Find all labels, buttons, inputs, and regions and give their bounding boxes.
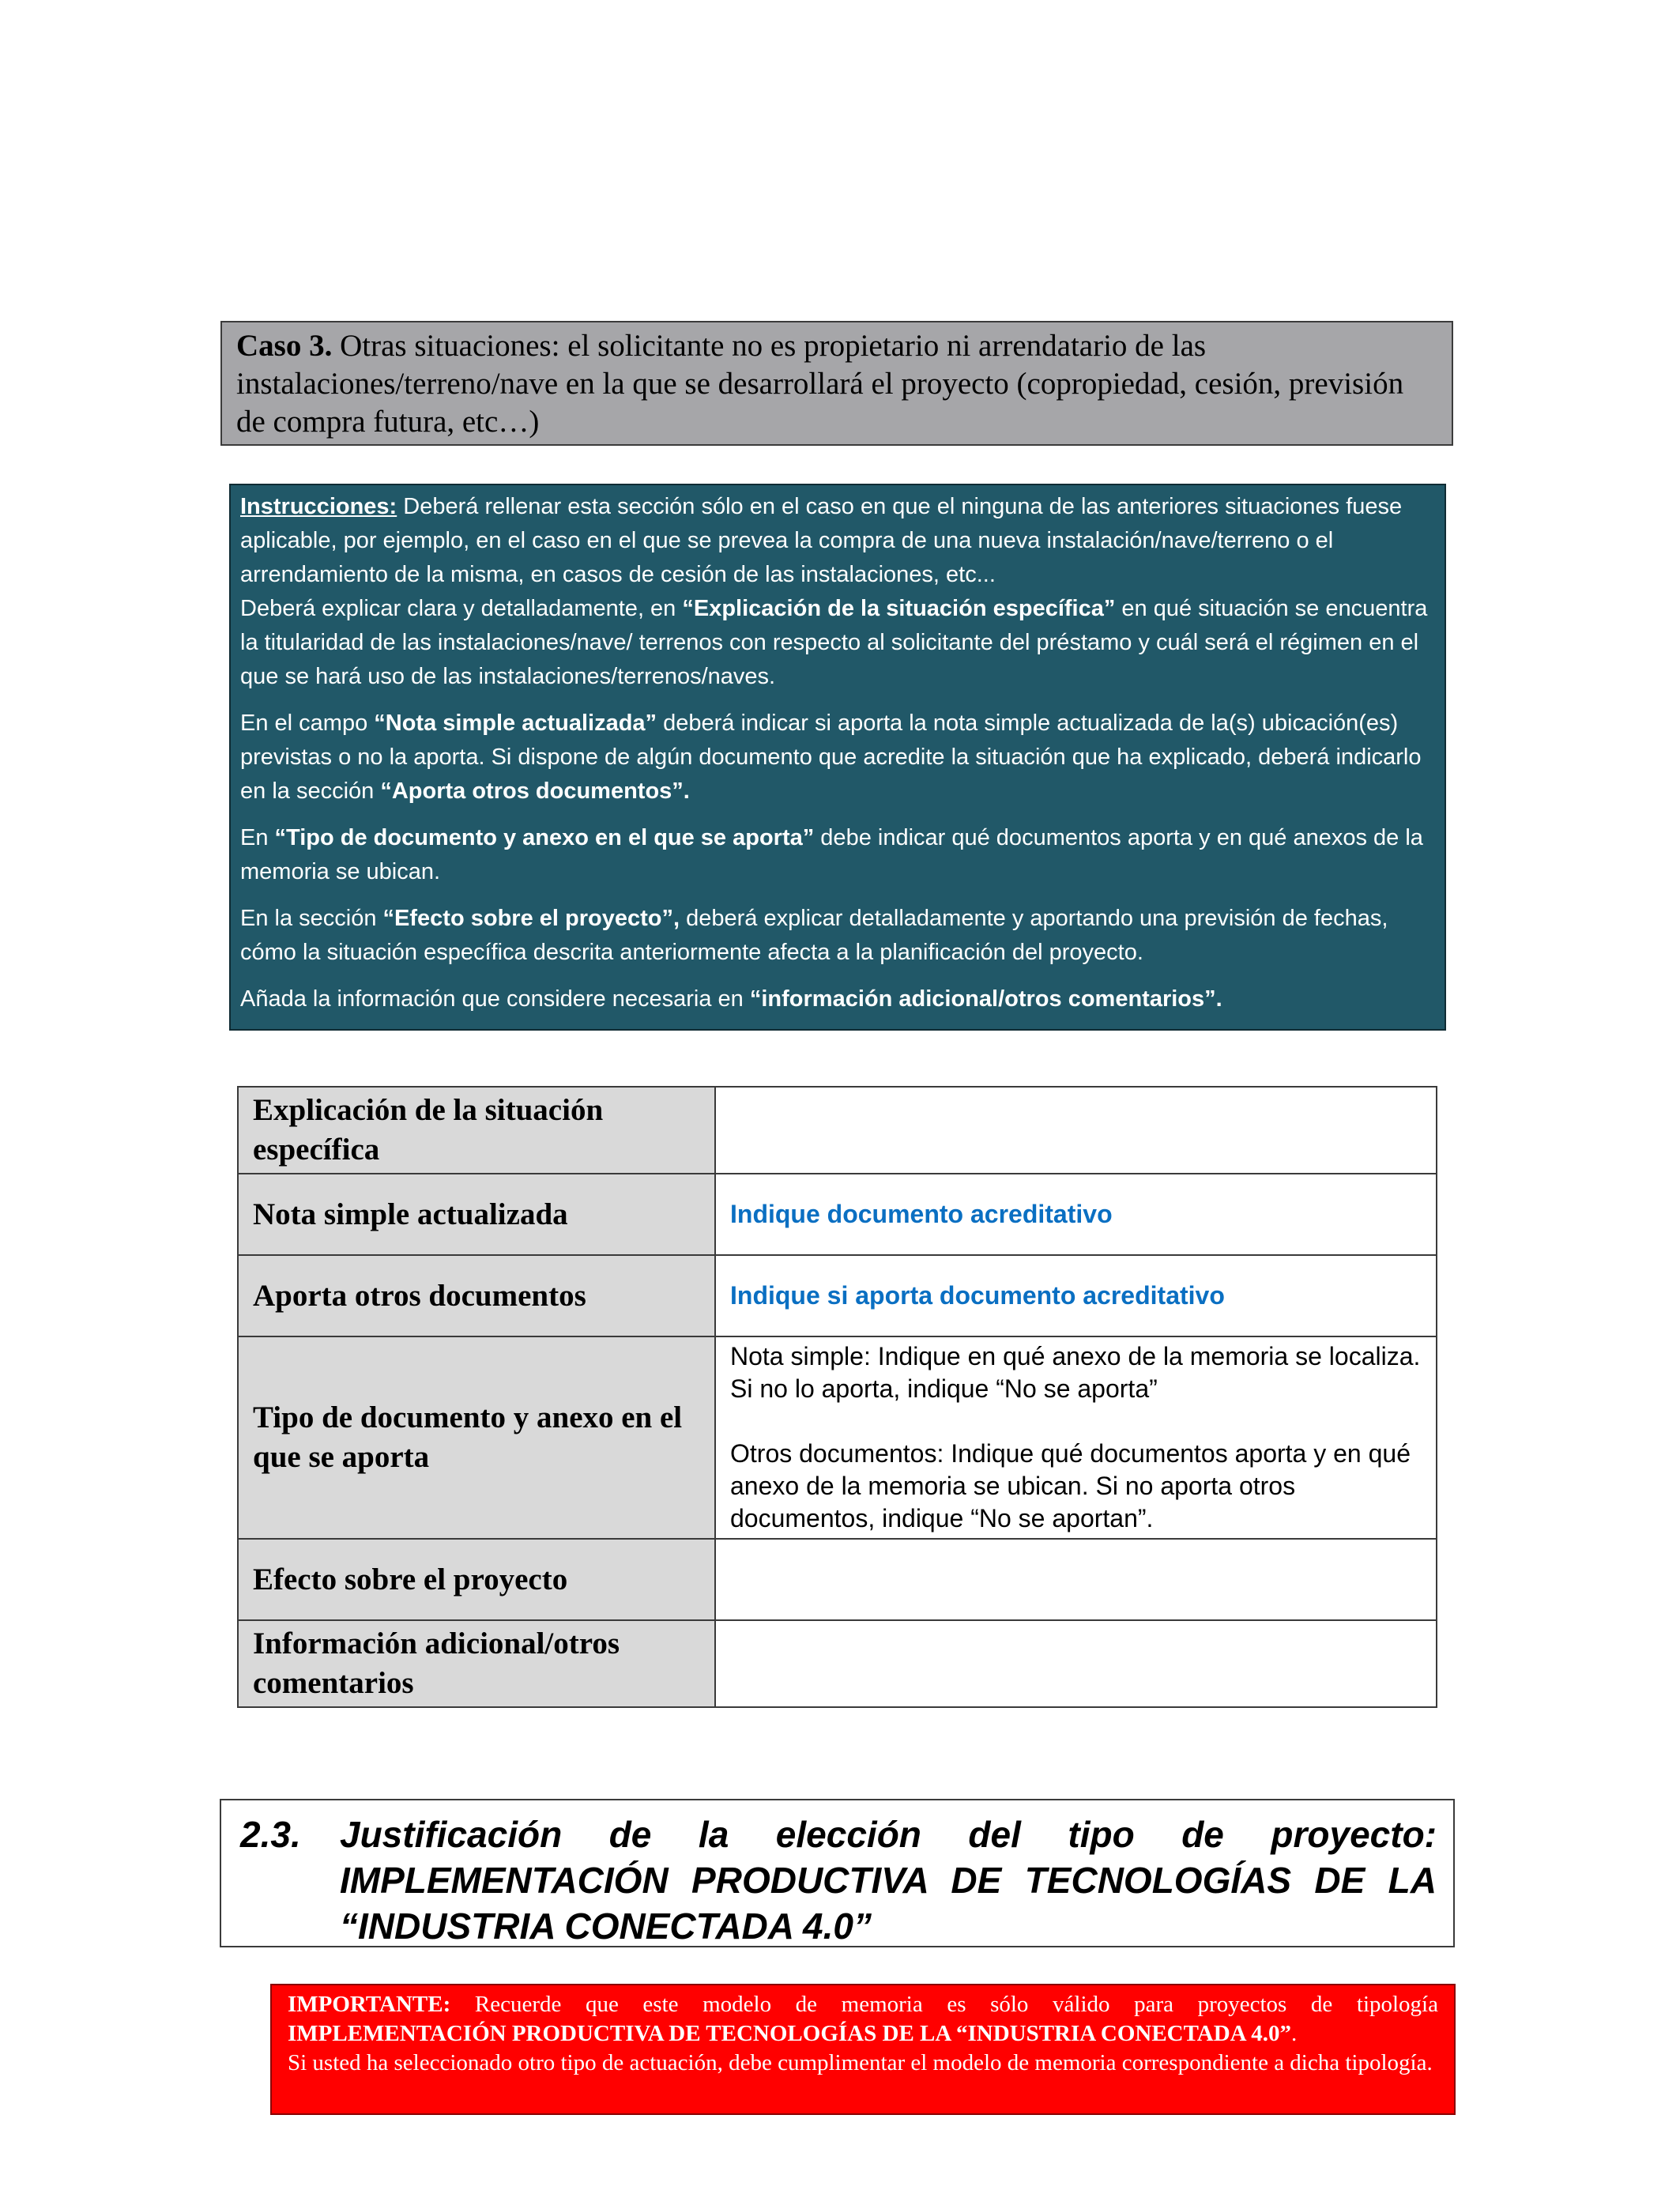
instructions-p2-c: en qué situación se encuentra la titularidad de las instalaciones/nave/ terrenos con respecto al solicitante del préstamo y cuál será el régimen en el que se hará uso de las instalaciones/terrenos/naves.	[240, 596, 1428, 689]
instructions-p6	[240, 982, 1435, 1016]
important-notice	[270, 1984, 1456, 2115]
instructions-p3-d: “Aporta otros documentos”.	[380, 778, 690, 804]
table-row	[238, 1255, 1437, 1336]
instructions-p5-a: En la sección	[240, 906, 383, 931]
instructions-p4-a: En	[240, 825, 275, 850]
explicacion-label: Explicación de la situación específica	[238, 1087, 715, 1174]
section-number: 2.3.	[240, 1814, 301, 1855]
tipo-documento-field[interactable]	[715, 1336, 1437, 1539]
instructions-p3-b: “Nota simple actualizada”	[374, 711, 657, 736]
tipo-documento-label: Tipo de documento y anexo en el que se aporta	[238, 1336, 715, 1539]
instructions-p2-a: Deberá explicar clara y detalladamente, en	[240, 596, 683, 621]
instructions-p5-b: “Efecto sobre el proyecto”,	[382, 906, 680, 931]
instructions-p4-c: debe indicar qué documentos aporta y en qué anexos de la memoria se ubican.	[240, 825, 1423, 884]
informacion-adicional-label: Información adicional/otros comentarios	[238, 1620, 715, 1707]
important-line-2-end: .	[1291, 2021, 1298, 2046]
tipo-documento-text-1: Nota simple: Indique en qué anexo de la memoria se localiza. Si no lo aporta, indique “No se aporta”	[730, 1342, 1421, 1403]
instructions-p6-a: Añada la información que considere necesaria en	[240, 986, 750, 1012]
important-line-1-text: Recuerde que este modelo de memoria es sólo válido para proyectos de tipología	[450, 1992, 1438, 2017]
instructions-p6-b: “información adicional/otros comentarios”.	[749, 986, 1222, 1012]
important-label: IMPORTANTE:	[288, 1992, 451, 2017]
instructions-p2	[240, 592, 1435, 694]
instructions-p5	[240, 902, 1435, 970]
situation-form-table	[237, 1086, 1437, 1708]
instructions-heading: Instrucciones:	[240, 494, 397, 519]
nota-simple-field[interactable]: Indique documento acreditativo	[715, 1174, 1437, 1255]
efecto-label: Efecto sobre el proyecto	[238, 1539, 715, 1620]
instructions-p3-a: En el campo	[240, 711, 375, 736]
section-title: Justificación de la elección del tipo de proyecto: IMPLEMENTACIÓN PRODUCTIVA DE TECNOLOGÍAS DE LA “INDUSTRIA CONECTADA 4.0”	[340, 1814, 1437, 1947]
explicacion-field[interactable]	[715, 1087, 1437, 1174]
efecto-field[interactable]	[715, 1539, 1437, 1620]
aporta-otros-label: Aporta otros documentos	[238, 1255, 715, 1336]
instructions-p4	[240, 821, 1435, 889]
table-row	[238, 1620, 1437, 1707]
table-row	[238, 1174, 1437, 1255]
caso-text: Otras situaciones: el solicitante no es propietario ni arrendatario de las instalaciones/terreno/nave en la que se desarrollará el proyecto (copropiedad, cesión, previsión de compra futura, etc…)	[236, 329, 1404, 439]
instructions-p3-c: deberá indicar si aporta la nota simple actualizada de la(s) ubicación(es) previstas o no la aporta. Si dispone de algún documento que acredite la situación que ha explicado, deberá indicarlo en la sección	[240, 711, 1422, 804]
table-row	[238, 1087, 1437, 1174]
important-line-1	[288, 1990, 1438, 2019]
nota-simple-label: Nota simple actualizada	[238, 1174, 715, 1255]
instructions-p3	[240, 707, 1435, 809]
table-row	[238, 1336, 1437, 1539]
table-row	[238, 1539, 1437, 1620]
instructions-p1-text: Deberá rellenar esta sección sólo en el caso en que el ninguna de las anteriores situaciones fuese aplicable, por ejemplo, en el caso en el que se prevea la compra de una nueva instalación/nave/terreno o el arrendamiento de la misma, en casos de cesión de las instalaciones, etc...	[240, 494, 1403, 587]
tipo-documento-text-2: Otros documentos: Indique qué documentos aporta y en qué anexo de la memoria se ubican. Si no aporta otros documentos, indique “No se aportan”.	[730, 1439, 1411, 1532]
important-line-2-bold: IMPLEMENTACIÓN PRODUCTIVA DE TECNOLOGÍAS DE LA “INDUSTRIA CONECTADA 4.0”	[288, 2021, 1292, 2046]
important-line-2	[288, 2019, 1438, 2049]
aporta-otros-field[interactable]: Indique si aporta documento acreditativo	[715, 1255, 1437, 1336]
instructions-p4-b: “Tipo de documento y anexo en el que se aporta”	[274, 825, 815, 850]
caso-label: Caso 3.	[236, 329, 333, 363]
instructions-p1	[240, 490, 1435, 592]
instructions-p2-b: “Explicación de la situación específica”	[682, 596, 1116, 621]
instructions-box	[229, 484, 1446, 1031]
instructions-p5-c: deberá explicar detalladamente y aportando una previsión de fechas, cómo la situación específica descrita anteriormente afecta a la planificación del proyecto.	[240, 906, 1388, 965]
caso-3-header	[220, 321, 1453, 446]
section-heading-box	[220, 1799, 1455, 1947]
important-line-3: Si usted ha seleccionado otro tipo de actuación, debe cumplimentar el modelo de memoria correspondiente a dicha tipología.	[288, 2050, 1433, 2075]
informacion-adicional-field[interactable]	[715, 1620, 1437, 1707]
